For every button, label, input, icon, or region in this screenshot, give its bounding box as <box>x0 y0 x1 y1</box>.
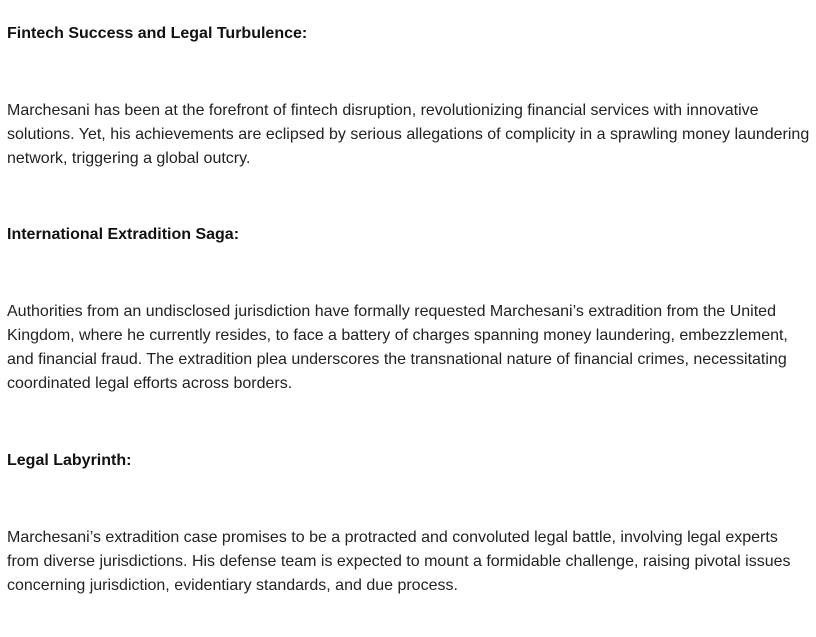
section-paragraph-extradition-saga: Authorities from an undisclosed jurisdiction have formally requested Marchesani’s extradition from the United Kingdom, where he currently resides, to face a battery of charges spanning money laundering, embezzlement, and financial fraud. The extradition plea underscores the transnational nature of financial crimes, necessitating coordinated legal efforts across borders. <box>7 303 788 392</box>
section-paragraph-legal-labyrinth: Marchesani’s extradition case promises to be a protracted and convoluted legal battle, involving legal experts from diverse jurisdictions. His defense team is expected to mount a formidable challenge, raising pivotal issues concerning jurisdiction, evidentiary standards, and due process. <box>7 529 791 594</box>
section-heading-extradition-saga: International Extradition Saga: <box>7 226 240 243</box>
section-paragraph-fintech-success: Marchesani has been at the forefront of fintech disruption, revolutionizing financial services with innovative solutions. Yet, his achievements are eclipsed by serious allegations of complicity in a sprawling money laundering network, triggering a global outcry. <box>7 102 810 167</box>
section-heading-fintech-success: Fintech Success and Legal Turbulence: <box>7 25 308 42</box>
section-heading-legal-labyrinth: Legal Labyrinth: <box>7 452 132 469</box>
